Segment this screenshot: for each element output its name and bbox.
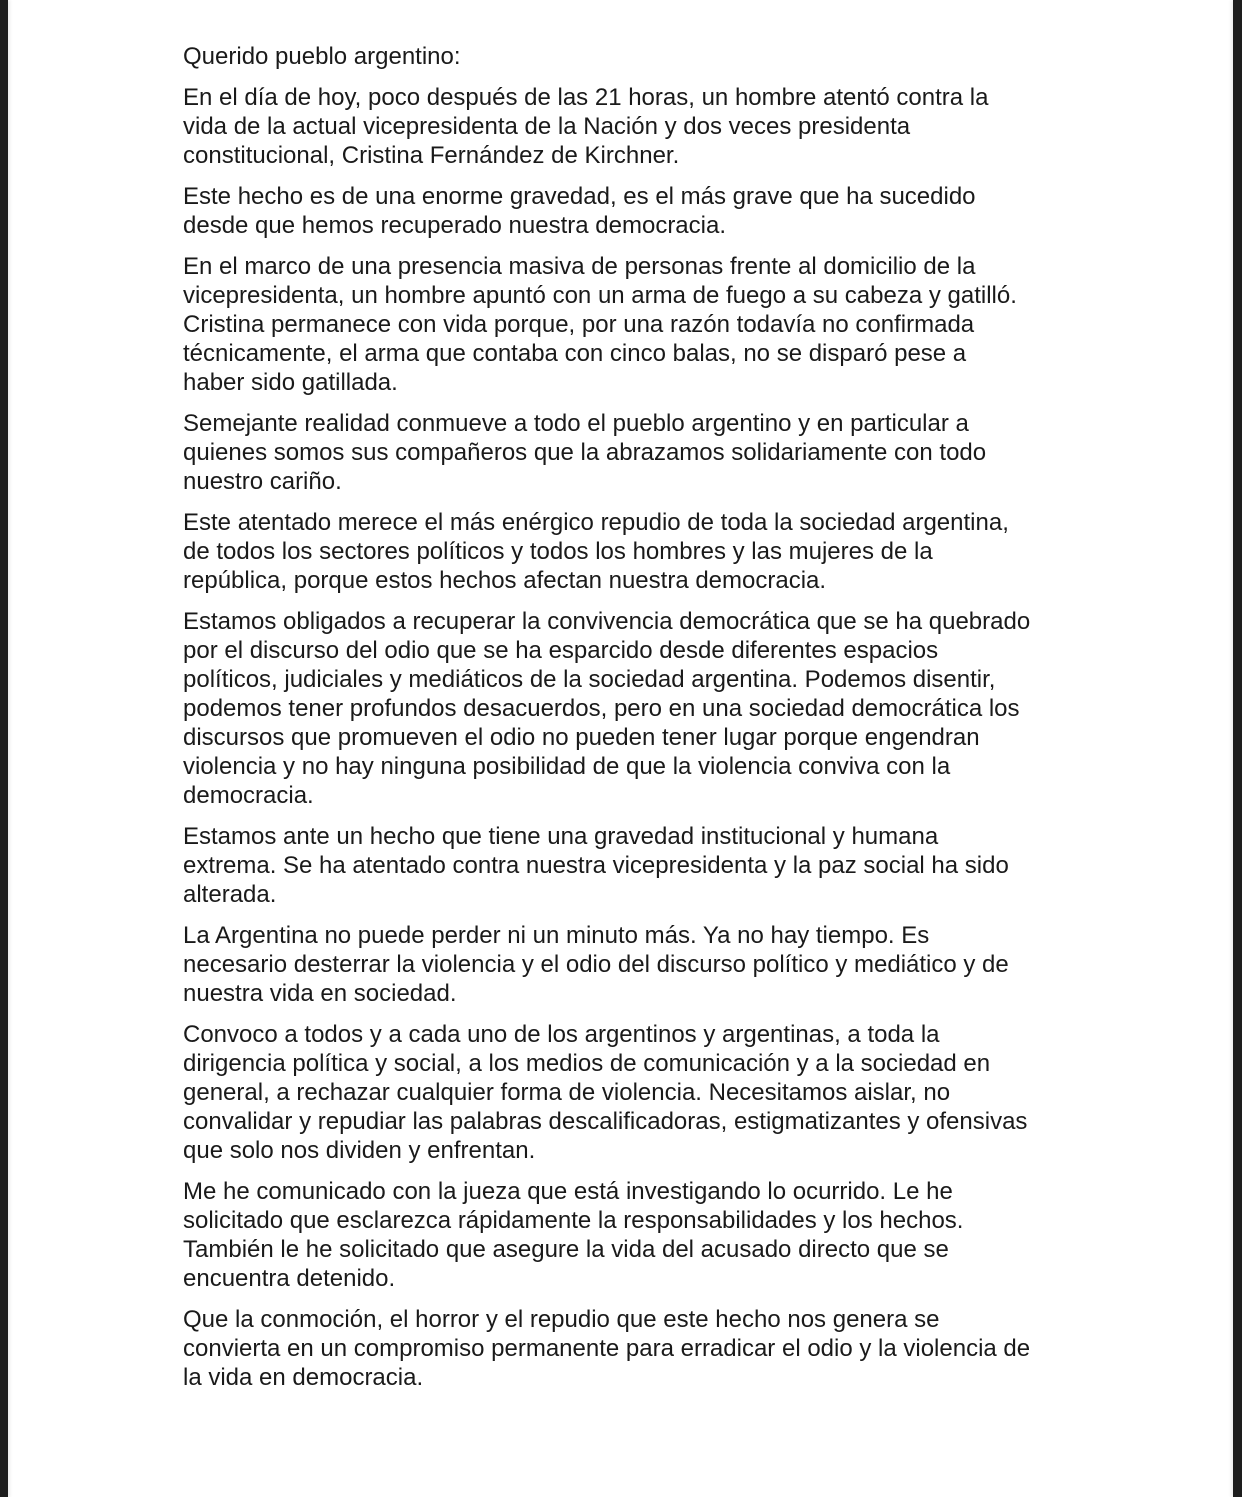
paragraph-solidarity: Semejante realidad conmueve a todo el pueblo argentino y en particular a quienes somos sus compañeros que la abrazamos solidariamente con todo nuestro cariño.	[183, 410, 987, 495]
letter-body	[183, 42, 1123, 1404]
left-edge-bar	[0, 0, 8, 1497]
paragraph-democratic-coexistence: Estamos obligados a recuperar la convivencia democrática que se ha quebrado por el discurso del odio que se ha esparcido desde diferentes espacios políticos, judiciales y mediáticos de la sociedad argentina. Podemos disentir, podemos tener profundos desacuerdos, pero en una sociedad democrática los discursos que promueven el odio no pueden tener lugar porque engendran violencia y no hay ninguna posibilidad de que la violencia conviva con la democracia.	[183, 608, 1031, 809]
paragraph-institutional-gravity: Estamos ante un hecho que tiene una gravedad institucional y humana extrema. Se ha atentado contra nuestra vicepresidenta y la paz social ha sido alterada.	[183, 823, 1009, 908]
paragraph-call-to-action: Convoco a todos y a cada uno de los argentinos y argentinas, a toda la dirigencia política y social, a los medios de comunicación y a la sociedad en general, a rechazar cualquier forma de violencia. Necesitamos aislar, no convalidar y repudiar las palabras descalificadoras, estigmatizantes y ofensivas que solo nos dividen y enfrentan.	[183, 1021, 1028, 1164]
right-edge-bar	[1233, 0, 1242, 1497]
paragraph-judge-communication: Me he comunicado con la jueza que está investigando lo ocurrido. Le he solicitado que esclarezca rápidamente la responsabilidades y los hechos. También le he solicitado que asegure la vida del acusado directo que se encuentra detenido.	[183, 1178, 964, 1292]
salutation: Querido pueblo argentino:	[183, 43, 461, 70]
paragraph-incident-details: En el marco de una presencia masiva de personas frente al domicilio de la vicepresidenta, un hombre apuntó con un arma de fuego a su cabeza y gatilló. Cristina permanece con vida porque, por una razón todavía no confirmada técnicamente, el arma que contaba con cinco balas, no se disparó pese a haber sido gatillada.	[183, 253, 1017, 396]
paragraph-no-time-to-lose: La Argentina no puede perder ni un minuto más. Ya no hay tiempo. Es necesario desterrar la violencia y el odio del discurso político y mediático y de nuestra vida en sociedad.	[183, 922, 1009, 1007]
paragraph-repudiation: Este atentado merece el más enérgico repudio de toda la sociedad argentina, de todos los sectores políticos y todos los hombres y las mujeres de la república, porque estos hechos afectan nuestra democracia.	[183, 509, 1009, 594]
paragraph-attack-announcement: En el día de hoy, poco después de las 21 horas, un hombre atentó contra la vida de la actual vicepresidenta de la Nación y dos veces presidenta constitucional, Cristina Fernández de Kirchner.	[183, 84, 989, 169]
paragraph-gravity: Este hecho es de una enorme gravedad, es el más grave que ha sucedido desde que hemos recuperado nuestra democracia.	[183, 183, 976, 239]
paragraph-closing-commitment: Que la conmoción, el horror y el repudio que este hecho nos genera se convierta en un compromiso permanente para erradicar el odio y la violencia de la vida en democracia.	[183, 1306, 1031, 1391]
